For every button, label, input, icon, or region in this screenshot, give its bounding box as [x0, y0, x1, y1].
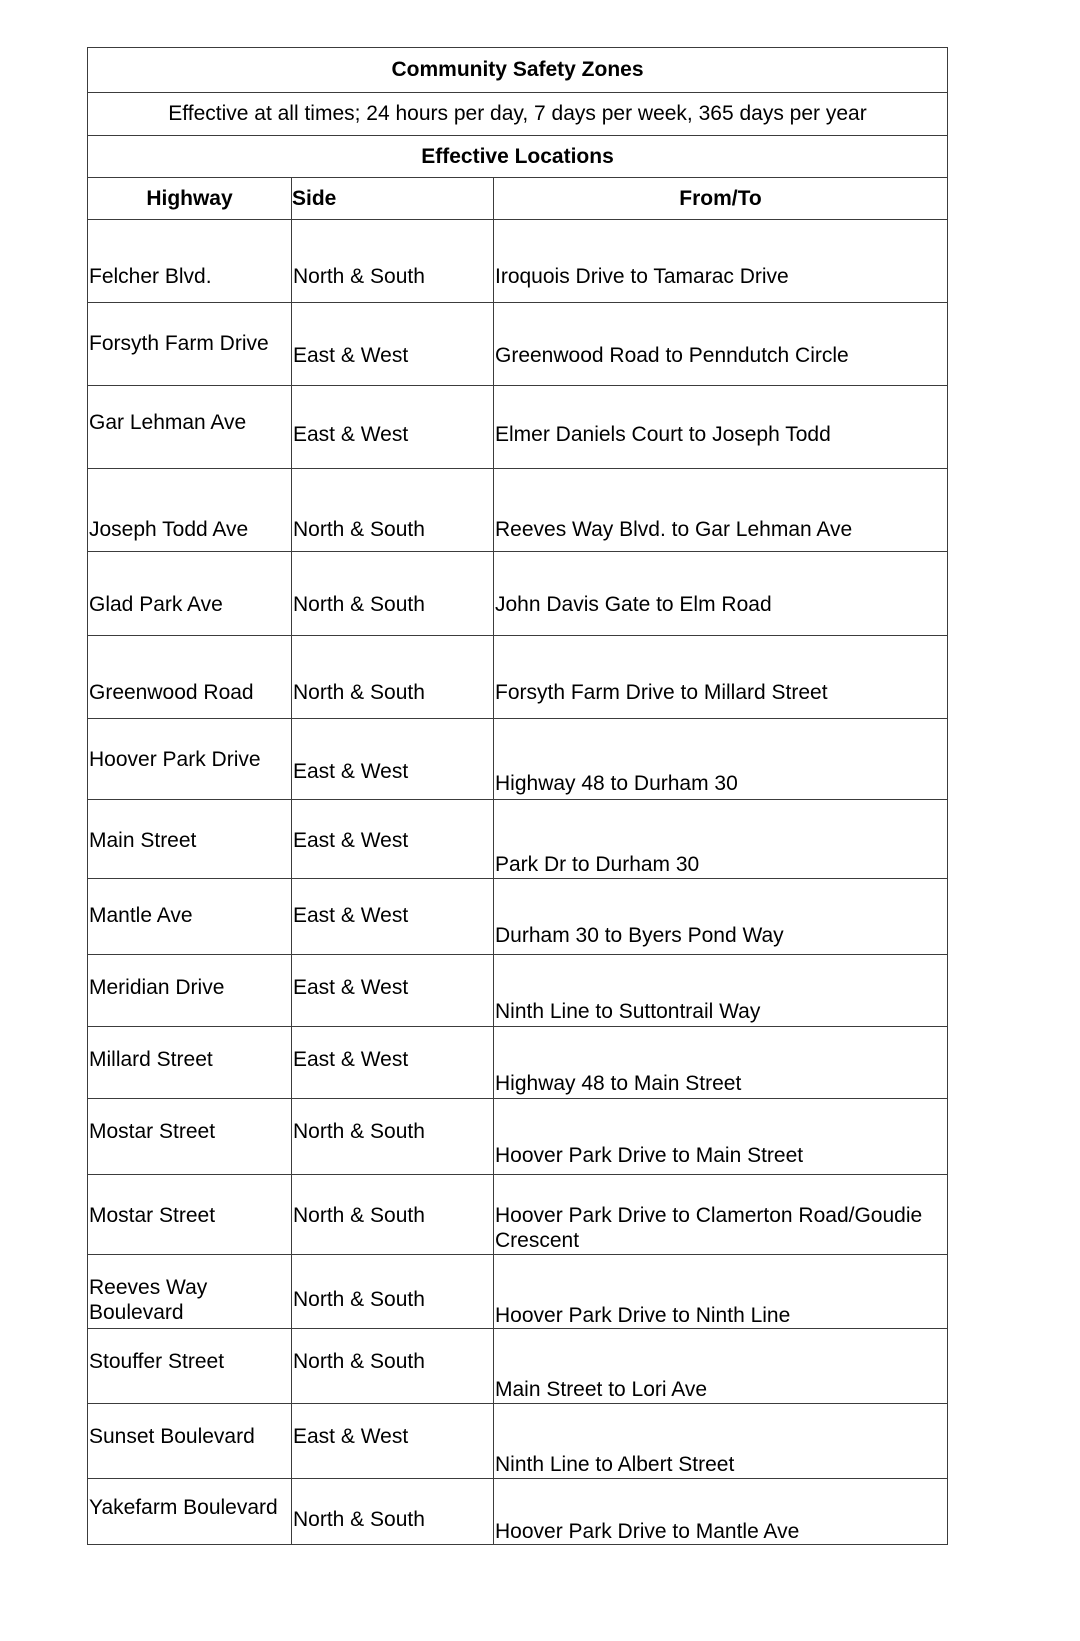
cell-side	[292, 552, 494, 636]
cell-side-text: East & West	[293, 829, 409, 852]
cell-side	[292, 303, 494, 386]
cell-side-text: North & South	[293, 1203, 425, 1227]
cell-highway	[88, 303, 292, 386]
cell-from-to-text: Hoover Park Drive to Clamerton Road/Goudie Crescent	[495, 1203, 923, 1253]
cell-from-to-text: Ninth Line to Albert Street	[495, 1453, 735, 1477]
cell-highway	[88, 1329, 292, 1404]
cell-side-text: East & West	[293, 903, 409, 927]
cell-side-text: East & West	[293, 423, 409, 446]
cell-highway	[88, 220, 292, 303]
cell-from-to	[494, 469, 948, 552]
cell-side	[292, 636, 494, 719]
table-row	[88, 954, 948, 1026]
cell-from-to	[494, 636, 948, 719]
cell-from-to	[494, 220, 948, 303]
cell-highway-text: Hoover Park Drive	[89, 748, 261, 771]
table-row	[88, 800, 948, 879]
cell-highway	[88, 386, 292, 469]
table-row	[88, 1174, 948, 1254]
cell-side	[292, 719, 494, 800]
cell-highway-text: Felcher Blvd.	[89, 265, 212, 288]
cell-highway-text: Mostar Street	[89, 1203, 216, 1227]
cell-side-text: North & South	[293, 1119, 425, 1143]
cell-side	[292, 469, 494, 552]
cell-from-to-text: Iroquois Drive to Tamarac Drive	[495, 265, 789, 288]
cell-highway-text: Joseph Todd Ave	[89, 518, 249, 541]
cell-from-to-text: Forsyth Farm Drive to Millard Street	[495, 681, 828, 704]
cell-from-to-text: Ninth Line to Suttontrail Way	[495, 999, 761, 1023]
cell-highway-text: Reeves Way Boulevard	[89, 1275, 208, 1325]
cell-side	[292, 1254, 494, 1329]
cell-from-to-text: Main Street to Lori Ave	[495, 1378, 708, 1402]
cell-highway	[88, 954, 292, 1026]
cell-from-to-text: Highway 48 to Durham 30	[495, 772, 738, 795]
section-heading-effective-locations: Effective Locations	[88, 136, 948, 178]
cell-highway	[88, 1404, 292, 1479]
cell-highway-text: Forsyth Farm Drive	[89, 332, 269, 355]
cell-side-text: North & South	[293, 1507, 425, 1531]
cell-side-text: East & West	[293, 760, 409, 783]
cell-from-to-text: Elmer Daniels Court to Joseph Todd	[495, 423, 831, 446]
cell-highway	[88, 800, 292, 879]
cell-highway-text: Stouffer Street	[89, 1350, 225, 1374]
cell-from-to-text: Hoover Park Drive to Main Street	[495, 1143, 804, 1167]
cell-highway	[88, 469, 292, 552]
cell-highway	[88, 1174, 292, 1254]
cell-side	[292, 954, 494, 1026]
cell-from-to	[494, 800, 948, 879]
table-row	[88, 1478, 948, 1545]
cell-side-text: East & West	[293, 344, 409, 367]
cell-from-to-text: Highway 48 to Main Street	[495, 1071, 742, 1095]
cell-highway-text: Greenwood Road	[89, 681, 254, 704]
table-section-heading-row	[88, 136, 948, 178]
cell-highway-text: Sunset Boulevard	[89, 1425, 255, 1449]
cell-highway	[88, 1478, 292, 1545]
table-row	[88, 220, 948, 303]
table-row	[88, 552, 948, 636]
cell-highway-text: Main Street	[89, 829, 197, 852]
cell-side	[292, 1174, 494, 1254]
column-header-from-to: From/To	[494, 178, 948, 220]
cell-from-to-text: Park Dr to Durham 30	[495, 853, 700, 876]
cell-side	[292, 1098, 494, 1174]
cell-from-to	[494, 1404, 948, 1479]
cell-from-to-text: Hoover Park Drive to Ninth Line	[495, 1303, 791, 1327]
column-header-side: Side	[292, 178, 494, 220]
cell-from-to	[494, 386, 948, 469]
cell-side-text: North & South	[293, 681, 425, 704]
cell-from-to-text: Reeves Way Blvd. to Gar Lehman Ave	[495, 518, 853, 541]
cell-from-to	[494, 1174, 948, 1254]
table-row	[88, 1098, 948, 1174]
cell-highway-text: Gar Lehman Ave	[89, 411, 247, 434]
cell-from-to	[494, 954, 948, 1026]
cell-highway-text: Glad Park Ave	[89, 593, 223, 616]
cell-from-to	[494, 1098, 948, 1174]
cell-side-text: North & South	[293, 518, 425, 541]
table-row	[88, 636, 948, 719]
cell-from-to	[494, 1478, 948, 1545]
cell-from-to-text: Durham 30 to Byers Pond Way	[495, 923, 784, 947]
cell-side	[292, 1026, 494, 1098]
cell-from-to	[494, 1026, 948, 1098]
cell-highway-text: Millard Street	[89, 1047, 213, 1071]
table-row	[88, 878, 948, 954]
table-row	[88, 469, 948, 552]
cell-highway	[88, 719, 292, 800]
table-row	[88, 303, 948, 386]
table-column-header-row	[88, 178, 948, 220]
cell-from-to	[494, 1329, 948, 1404]
cell-highway-text: Yakefarm Boulevard	[89, 1495, 278, 1519]
cell-from-to-text: Greenwood Road to Penndutch Circle	[495, 344, 849, 367]
cell-side-text: East & West	[293, 1425, 409, 1449]
cell-side	[292, 1329, 494, 1404]
cell-highway-text: Meridian Drive	[89, 975, 225, 999]
cell-side-text: North & South	[293, 593, 425, 616]
column-header-highway: Highway	[88, 178, 292, 220]
community-safety-zones-table	[87, 47, 948, 1545]
cell-side	[292, 1404, 494, 1479]
cell-from-to	[494, 552, 948, 636]
table-row	[88, 1026, 948, 1098]
table-row	[88, 719, 948, 800]
cell-from-to-text: Hoover Park Drive to Mantle Ave	[495, 1519, 800, 1543]
cell-highway	[88, 1098, 292, 1174]
cell-highway	[88, 878, 292, 954]
cell-side-text: North & South	[293, 1287, 425, 1311]
table-row	[88, 1404, 948, 1479]
cell-from-to	[494, 1254, 948, 1329]
document-subtitle: Effective at all times; 24 hours per day, 7 days per week, 365 days per year	[88, 93, 948, 136]
table-row	[88, 386, 948, 469]
cell-side	[292, 220, 494, 303]
cell-from-to-text: John Davis Gate to Elm Road	[495, 593, 772, 616]
table-row	[88, 1254, 948, 1329]
cell-from-to	[494, 719, 948, 800]
document-title: Community Safety Zones	[88, 48, 948, 93]
cell-from-to	[494, 303, 948, 386]
cell-side	[292, 800, 494, 879]
cell-side	[292, 878, 494, 954]
table-banner-title-row	[88, 48, 948, 93]
cell-side	[292, 386, 494, 469]
cell-from-to	[494, 878, 948, 954]
table-banner-subtitle-row	[88, 93, 948, 136]
cell-highway	[88, 552, 292, 636]
cell-side-text: North & South	[293, 1350, 425, 1374]
cell-highway	[88, 1026, 292, 1098]
cell-highway-text: Mostar Street	[89, 1119, 216, 1143]
cell-side-text: East & West	[293, 975, 409, 999]
cell-side-text: North & South	[293, 265, 425, 288]
table-row	[88, 1329, 948, 1404]
cell-highway-text: Mantle Ave	[89, 903, 193, 927]
cell-highway	[88, 1254, 292, 1329]
cell-side-text: East & West	[293, 1047, 409, 1071]
cell-side	[292, 1478, 494, 1545]
cell-highway	[88, 636, 292, 719]
